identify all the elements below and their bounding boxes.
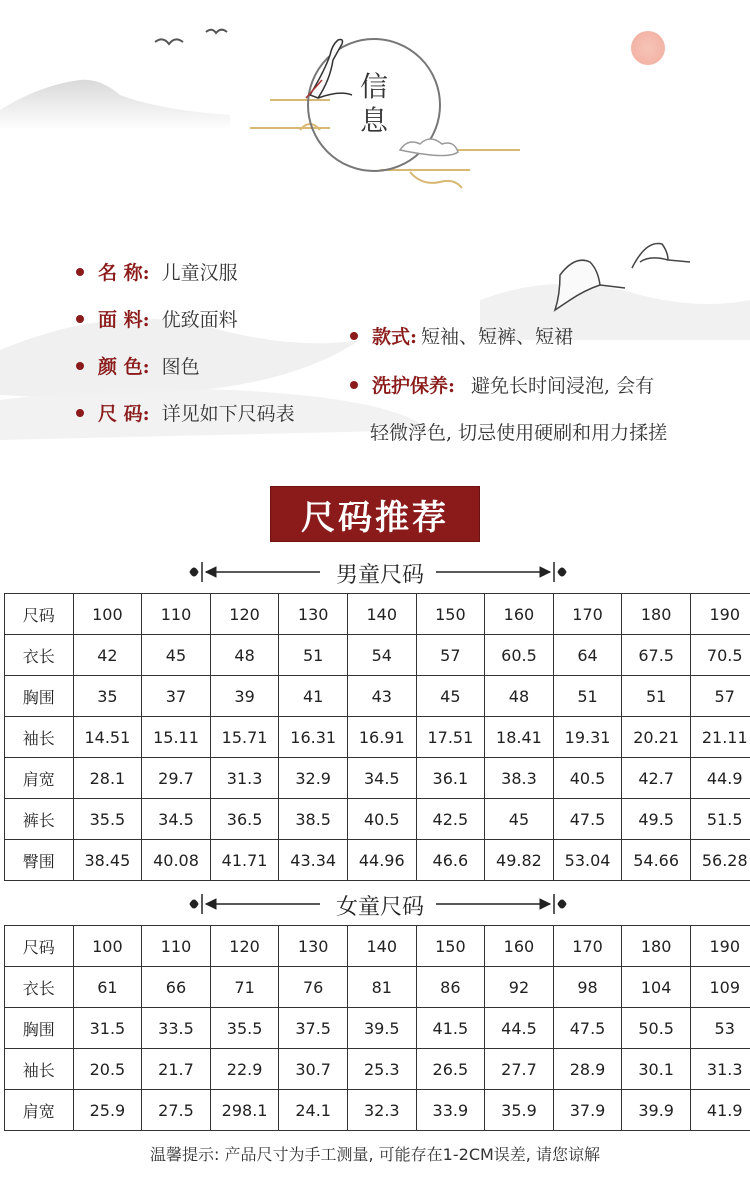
info-label: 颜 色: bbox=[98, 356, 150, 378]
bird-icon bbox=[155, 39, 183, 44]
table-cell: 31.5 bbox=[73, 1008, 142, 1049]
size-recommend-banner: 尺码推荐 bbox=[270, 486, 480, 542]
table-cell: 27.7 bbox=[485, 1049, 554, 1090]
sun-icon bbox=[631, 31, 665, 65]
info-care-row bbox=[350, 371, 654, 398]
table-cell: 36.5 bbox=[210, 799, 279, 840]
table-cell: 81 bbox=[347, 967, 416, 1008]
row-header-cell: 胸围 bbox=[5, 676, 74, 717]
table-cell: 70.5 bbox=[690, 635, 750, 676]
info-value: 详见如下尺码表 bbox=[161, 403, 295, 425]
row-header-cell: 肩宽 bbox=[5, 758, 74, 799]
table-cell: 35.9 bbox=[485, 1090, 554, 1131]
table-cell: 18.41 bbox=[485, 717, 554, 758]
table-cell: 49.82 bbox=[485, 840, 554, 881]
table-cell: 190 bbox=[690, 926, 750, 967]
table-cell: 46.6 bbox=[416, 840, 485, 881]
table-cell: 15.71 bbox=[210, 717, 279, 758]
table-cell: 48 bbox=[485, 676, 554, 717]
table-cell: 38.45 bbox=[73, 840, 142, 881]
table-row bbox=[5, 758, 750, 799]
table-cell: 53.04 bbox=[553, 840, 622, 881]
table-cell: 43 bbox=[347, 676, 416, 717]
table-cell: 41.5 bbox=[416, 1008, 485, 1049]
bullet-icon bbox=[76, 268, 84, 276]
table-cell: 150 bbox=[416, 594, 485, 635]
table-cell: 31.3 bbox=[210, 758, 279, 799]
table-cell: 61 bbox=[73, 967, 142, 1008]
table-cell: 21.11 bbox=[690, 717, 750, 758]
table-cell: 86 bbox=[416, 967, 485, 1008]
table-row bbox=[5, 840, 750, 881]
table-row bbox=[5, 717, 750, 758]
table-cell: 47.5 bbox=[553, 1008, 622, 1049]
table-cell: 31.3 bbox=[690, 1049, 750, 1090]
table-cell: 40.5 bbox=[553, 758, 622, 799]
row-header-cell: 胸围 bbox=[5, 1008, 74, 1049]
table-cell: 45 bbox=[416, 676, 485, 717]
table-cell: 57 bbox=[690, 676, 750, 717]
table-cell: 100 bbox=[73, 594, 142, 635]
info-value: 图色 bbox=[161, 356, 200, 378]
crane-icon bbox=[306, 40, 352, 99]
table-cell: 45 bbox=[142, 635, 211, 676]
table-cell: 71 bbox=[210, 967, 279, 1008]
info-style-row bbox=[350, 322, 573, 349]
table-cell: 190 bbox=[690, 594, 750, 635]
table-cell: 39.9 bbox=[622, 1090, 691, 1131]
bullet-icon bbox=[350, 332, 358, 340]
table-cell: 27.5 bbox=[142, 1090, 211, 1131]
table-cell: 180 bbox=[622, 926, 691, 967]
table-cell: 140 bbox=[347, 926, 416, 967]
row-header-cell: 尺码 bbox=[5, 594, 74, 635]
info-size-row bbox=[76, 399, 295, 426]
table-row bbox=[5, 926, 750, 967]
table-cell: 104 bbox=[622, 967, 691, 1008]
info-label: 名 称: bbox=[98, 262, 150, 284]
table-cell: 120 bbox=[210, 926, 279, 967]
table-cell: 32.9 bbox=[279, 758, 348, 799]
table-cell: 44.96 bbox=[347, 840, 416, 881]
table-row bbox=[5, 1008, 750, 1049]
table-cell: 170 bbox=[553, 594, 622, 635]
info-value: 短袖、短裤、短裙 bbox=[421, 326, 574, 348]
table-cell: 44.9 bbox=[690, 758, 750, 799]
table-cell: 67.5 bbox=[622, 635, 691, 676]
table-cell: 49.5 bbox=[622, 799, 691, 840]
table-cell: 34.5 bbox=[142, 799, 211, 840]
bird-icon bbox=[206, 30, 227, 33]
table-cell: 54.66 bbox=[622, 840, 691, 881]
table-cell: 47.5 bbox=[553, 799, 622, 840]
table-cell: 35.5 bbox=[210, 1008, 279, 1049]
row-header-cell: 臀围 bbox=[5, 840, 74, 881]
table-cell: 41.9 bbox=[690, 1090, 750, 1131]
info-label: 款式: bbox=[372, 326, 418, 348]
table-cell: 37 bbox=[142, 676, 211, 717]
table-cell: 41.71 bbox=[210, 840, 279, 881]
table-cell: 109 bbox=[690, 967, 750, 1008]
info-value: 优致面料 bbox=[161, 309, 238, 331]
table-cell: 92 bbox=[485, 967, 554, 1008]
table-cell: 35 bbox=[73, 676, 142, 717]
table-cell: 98 bbox=[553, 967, 622, 1008]
table-cell: 37.9 bbox=[553, 1090, 622, 1131]
girls-size-table bbox=[4, 925, 750, 1131]
table-cell: 37.5 bbox=[279, 1008, 348, 1049]
table-cell: 120 bbox=[210, 594, 279, 635]
table-cell: 25.3 bbox=[347, 1049, 416, 1090]
girls-size-title: 女童尺码 bbox=[335, 895, 424, 920]
table-cell: 45 bbox=[485, 799, 554, 840]
table-cell: 42.7 bbox=[622, 758, 691, 799]
table-row bbox=[5, 1090, 750, 1131]
row-header-cell: 袖长 bbox=[5, 717, 74, 758]
info-name-row bbox=[76, 258, 238, 285]
table-cell: 140 bbox=[347, 594, 416, 635]
table-cell: 76 bbox=[279, 967, 348, 1008]
row-header-cell: 衣长 bbox=[5, 967, 74, 1008]
table-row bbox=[5, 594, 750, 635]
arrow-right-icon bbox=[436, 894, 566, 914]
table-cell: 29.7 bbox=[142, 758, 211, 799]
table-cell: 51 bbox=[279, 635, 348, 676]
table-row bbox=[5, 1049, 750, 1090]
table-cell: 33.9 bbox=[416, 1090, 485, 1131]
measurement-note: 温馨提示: 产品尺寸为手工测量, 可能存在1-2CM误差, 请您谅解 bbox=[150, 1145, 600, 1164]
table-cell: 35.5 bbox=[73, 799, 142, 840]
table-cell: 43.34 bbox=[279, 840, 348, 881]
table-cell: 25.9 bbox=[73, 1090, 142, 1131]
table-cell: 20.21 bbox=[622, 717, 691, 758]
arrow-right-icon bbox=[436, 562, 566, 582]
info-value: 儿童汉服 bbox=[161, 262, 238, 284]
mountain-icon bbox=[0, 80, 230, 130]
table-cell: 130 bbox=[279, 594, 348, 635]
table-cell: 33.5 bbox=[142, 1008, 211, 1049]
table-cell: 28.9 bbox=[553, 1049, 622, 1090]
table-cell: 24.1 bbox=[279, 1090, 348, 1131]
header-title: 信息 bbox=[359, 70, 388, 137]
table-cell: 51 bbox=[553, 676, 622, 717]
arrow-left-icon bbox=[190, 562, 320, 582]
table-cell: 130 bbox=[279, 926, 348, 967]
table-cell: 16.31 bbox=[279, 717, 348, 758]
info-color-row bbox=[76, 352, 200, 379]
table-cell: 180 bbox=[622, 594, 691, 635]
table-cell: 40.08 bbox=[142, 840, 211, 881]
info-label: 面 料: bbox=[98, 309, 150, 331]
table-cell: 30.1 bbox=[622, 1049, 691, 1090]
table-row bbox=[5, 676, 750, 717]
bullet-icon bbox=[350, 381, 358, 389]
table-cell: 51.5 bbox=[690, 799, 750, 840]
table-row bbox=[5, 967, 750, 1008]
info-fabric-row bbox=[76, 305, 238, 332]
table-cell: 66 bbox=[142, 967, 211, 1008]
table-cell: 110 bbox=[142, 926, 211, 967]
table-cell: 42 bbox=[73, 635, 142, 676]
table-cell: 150 bbox=[416, 926, 485, 967]
table-cell: 57 bbox=[416, 635, 485, 676]
bullet-icon bbox=[76, 315, 84, 323]
row-header-cell: 袖长 bbox=[5, 1049, 74, 1090]
table-cell: 38.5 bbox=[279, 799, 348, 840]
table-cell: 39.5 bbox=[347, 1008, 416, 1049]
table-cell: 30.7 bbox=[279, 1049, 348, 1090]
table-cell: 170 bbox=[553, 926, 622, 967]
table-cell: 36.1 bbox=[416, 758, 485, 799]
table-cell: 20.5 bbox=[73, 1049, 142, 1090]
table-cell: 298.1 bbox=[210, 1090, 279, 1131]
info-care-row-2 bbox=[370, 418, 667, 445]
table-cell: 39 bbox=[210, 676, 279, 717]
bullet-icon bbox=[76, 362, 84, 370]
table-cell: 60.5 bbox=[485, 635, 554, 676]
table-row bbox=[5, 635, 750, 676]
table-cell: 160 bbox=[485, 594, 554, 635]
table-cell: 100 bbox=[73, 926, 142, 967]
table-cell: 41 bbox=[279, 676, 348, 717]
table-cell: 44.5 bbox=[485, 1008, 554, 1049]
table-cell: 48 bbox=[210, 635, 279, 676]
table-cell: 40.5 bbox=[347, 799, 416, 840]
table-cell: 56.28 bbox=[690, 840, 750, 881]
info-label: 尺 码: bbox=[98, 403, 150, 425]
cloud-icon bbox=[400, 139, 458, 156]
table-cell: 42.5 bbox=[416, 799, 485, 840]
table-cell: 54 bbox=[347, 635, 416, 676]
table-cell: 50.5 bbox=[622, 1008, 691, 1049]
boys-size-table bbox=[4, 593, 750, 881]
table-row bbox=[5, 799, 750, 840]
table-cell: 28.1 bbox=[73, 758, 142, 799]
table-cell: 53 bbox=[690, 1008, 750, 1049]
bullet-icon bbox=[76, 409, 84, 417]
arrow-left-icon bbox=[190, 894, 320, 914]
row-header-cell: 衣长 bbox=[5, 635, 74, 676]
table-cell: 38.3 bbox=[485, 758, 554, 799]
table-cell: 19.31 bbox=[553, 717, 622, 758]
table-cell: 32.3 bbox=[347, 1090, 416, 1131]
table-cell: 22.9 bbox=[210, 1049, 279, 1090]
table-cell: 34.5 bbox=[347, 758, 416, 799]
table-cell: 16.91 bbox=[347, 717, 416, 758]
table-cell: 21.7 bbox=[142, 1049, 211, 1090]
row-header-cell: 肩宽 bbox=[5, 1090, 74, 1131]
info-value: 避免长时间浸泡, 会有 bbox=[471, 375, 655, 397]
table-cell: 26.5 bbox=[416, 1049, 485, 1090]
boys-size-title: 男童尺码 bbox=[335, 563, 424, 588]
table-cell: 14.51 bbox=[73, 717, 142, 758]
row-header-cell: 裤长 bbox=[5, 799, 74, 840]
info-label: 洗护保养: bbox=[372, 375, 456, 397]
table-cell: 110 bbox=[142, 594, 211, 635]
table-cell: 15.11 bbox=[142, 717, 211, 758]
table-cell: 51 bbox=[622, 676, 691, 717]
row-header-cell: 尺码 bbox=[5, 926, 74, 967]
table-cell: 17.51 bbox=[416, 717, 485, 758]
table-cell: 64 bbox=[553, 635, 622, 676]
table-cell: 160 bbox=[485, 926, 554, 967]
info-value: 轻微浮色, 切忌使用硬刷和用力揉搓 bbox=[370, 422, 668, 444]
